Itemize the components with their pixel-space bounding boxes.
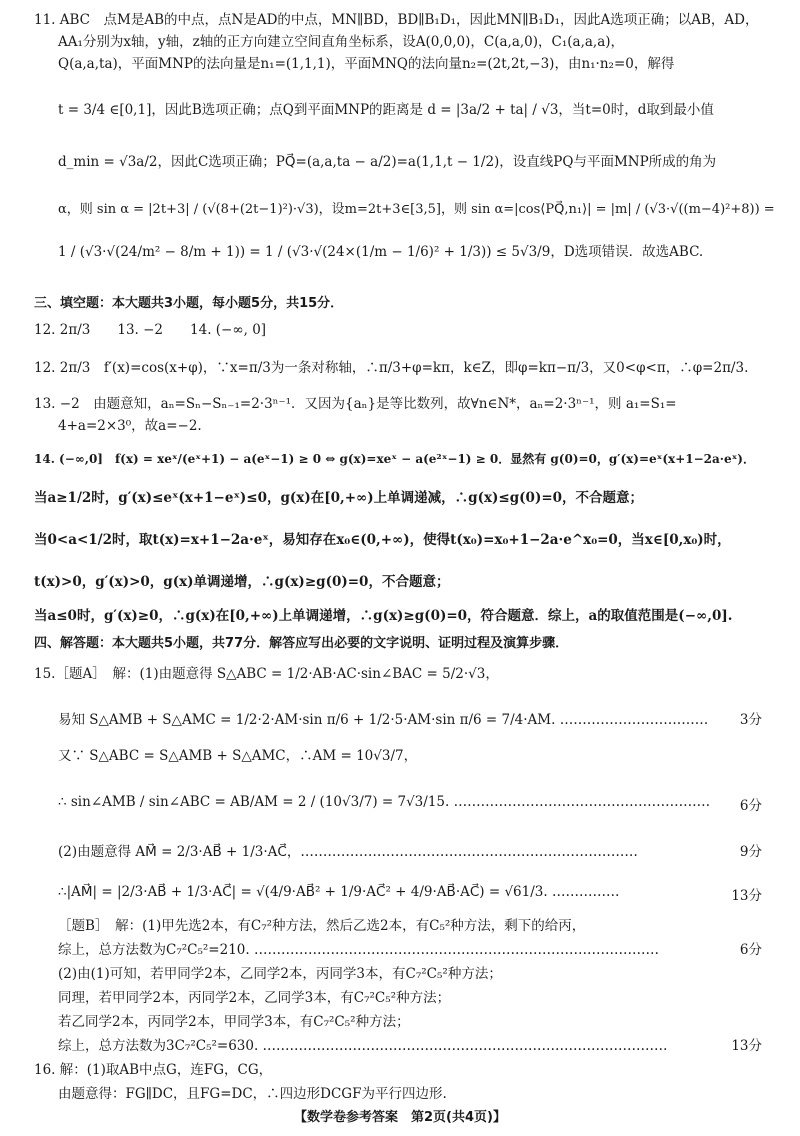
text-line: 由题意得：FG∥DC，且FG=DC，∴四边形DCGF为平行四边形. <box>58 1086 447 1102</box>
text-line: 综上，总方法数为3C₇²C₅²=630. ……………………………………………………………………………… <box>58 1038 668 1054</box>
text-line: 13. −2 由题意知，aₙ=Sₙ−Sₙ₋₁=2·3ⁿ⁻¹．又因为{aₙ}是等比数列，故∀n∈N*，aₙ=2·3ⁿ⁻¹，则 a₁=S₁= <box>34 396 677 412</box>
text-line: α，则 sin α = |2t+3| / (√(8+(2t−1)²)·√3)，设m=2t+3∈[3,5]，则 sin α=|cos⟨PQ⃗,n₁⟩| = |m| / (√3·√((m−4)²+8)) = <box>58 202 775 217</box>
text-line: 12. 2π/3 13. −2 14. (−∞, 0] <box>34 322 267 338</box>
text-line: t = 3/4 ∈[0,1]，因此B选项正确；点Q到平面MNP的距离是 d = |3a/2 + ta| / √3，当t=0时，d取到最小值 <box>58 102 714 118</box>
score-points: 9分 <box>739 844 762 860</box>
text-line: 又∵ S△ABC = S△AMB + S△AMC，∴AM = 10√3/7， <box>58 748 418 764</box>
text-line: Q(a,a,ta)，平面MNP的法向量是n₁=(1,1,1)，平面MNQ的法向量n₂=(2t,2t,−3)，由n₁·n₂=0，解得 <box>58 56 675 72</box>
text-line: 当a≤0时，g′(x)≥0，∴g(x)在[0,+∞)上单调递增，∴g(x)≥g(0)=0，符合题意．综上，a的取值范围是(−∞,0]. <box>34 608 733 624</box>
score-points: 6分 <box>739 942 762 958</box>
score-points: 3分 <box>739 712 762 728</box>
score-points: 6分 <box>739 798 762 814</box>
text-line: 综上，总方法数为C₇²C₅²=210. ……………………………………………………………………………… <box>58 942 659 958</box>
text-line: 1 / (√3·√(24/m² − 8/m + 1)) = 1 / (√3·√(24×(1/m − 1/6)² + 1/3)) ≤ 5√3/9，D选项错误．故选ABC. <box>58 244 704 260</box>
text-line: ∴ sin∠AMB / sin∠ABC = AB/AM = 2 / (10√3/7) = 7√3/15. ………………………………………………… <box>58 794 711 810</box>
text-line: 4+a=2×3⁰，故a=−2. <box>58 418 202 434</box>
score-points: 13分 <box>731 888 762 904</box>
score-points: 13分 <box>731 1038 762 1054</box>
text-line: ［题B］ 解：(1)甲先选2本，有C₇²种方法，然后乙选2本，有C₅²种方法，剩下的给丙， <box>58 918 586 934</box>
text-line: 16. 解：(1)取AB中点G，连FG，CG， <box>34 1062 273 1078</box>
text-line: t(x)>0，g′(x)>0，g(x)单调递增，∴g(x)≥g(0)=0，不合题意； <box>34 574 450 590</box>
text-line: AA₁分别为x轴，y轴，z轴的正方向建立空间直角坐标系，设A(0,0,0)，C(a,a,0)，C₁(a,a,a)， <box>58 34 625 50</box>
text-line: 15.［题A］ 解：(1)由题意得 S△ABC = 1/2·AB·AC·sin∠BAC = 5/2·√3， <box>34 666 499 682</box>
text-line: 三、填空题：本大题共3小题，每小题5分，共15分． <box>34 296 344 311</box>
text-line: (2)由(1)可知，若甲同学2本，乙同学2本，丙同学3本，有C₇²C₅²种方法； <box>58 966 502 982</box>
page-footer: 【数学卷参考答案 第2页(共4页)】 <box>294 1110 506 1125</box>
text-line: (2)由题意得 AM⃗ = 2/3·AB⃗ + 1/3·AC⃗，………………………………………………………………… <box>58 844 638 860</box>
text-line: 四、解答题：本大题共5小题，共77分．解答应写出必要的文字说明、证明过程及演算步骤． <box>34 636 569 651</box>
text-line: 11. ABC 点M是AB的中点，点N是AD的中点，MN∥BD，BD∥B₁D₁，因此MN∥B₁D₁，因此A选项正确；以AB，AD， <box>34 12 759 28</box>
text-line: ∴|AM⃗| = |2/3·AB⃗ + 1/3·AC⃗| = √(4/9·AB⃗² + 1/9·AC⃗² + 4/9·AB⃗·AC⃗) = √61/3. …………… <box>58 884 620 900</box>
text-line: 当a≥1/2时，g′(x)≤eˣ(x+1−eˣ)≤0，g(x)在[0,+∞)上单调递减，∴g(x)≤g(0)=0，不合题意； <box>34 490 644 506</box>
text-line: 同理，若甲同学2本，丙同学2本，乙同学3本，有C₇²C₅²种方法； <box>58 990 451 1006</box>
text-line: 14. (−∞,0] f(x) = xeˣ/(eˣ+1) − a(eˣ−1) ≥ 0 ⇔ g(x)=xeˣ − a(e²ˣ−1) ≥ 0．显然有 g(0)=0，g′(x)=eˣ(x+1−2a·eˣ)． <box>34 452 755 466</box>
text-line: 12. 2π/3 f′(x)=cos(x+φ)，∵x=π/3为一条对称轴，∴π/3+φ=kπ，k∈Z，即φ=kπ−π/3，又0<φ<π，∴φ=2π/3. <box>34 360 749 376</box>
text-line: 易知 S△AMB + S△AMC = 1/2·2·AM·sin π/6 + 1/2·5·AM·sin π/6 = 7/4·AM. …………………………… <box>58 712 709 728</box>
text-line: 当0<a<1/2时，取t(x)=x+1−2a·eˣ，易知存在x₀∈(0,+∞)，使得t(x₀)=x₀+1−2a·e^x₀=0，当x∈[0,x₀)时， <box>34 532 731 548</box>
text-line: d_min = √3a/2，因此C选项正确；PQ⃗=(a,a,ta − a/2)=a(1,1,t − 1/2)，设直线PQ与平面MNP所成的角为 <box>58 154 717 170</box>
text-line: 若乙同学2本，丙同学2本，甲同学3本，有C₇²C₅²种方法； <box>58 1014 410 1030</box>
